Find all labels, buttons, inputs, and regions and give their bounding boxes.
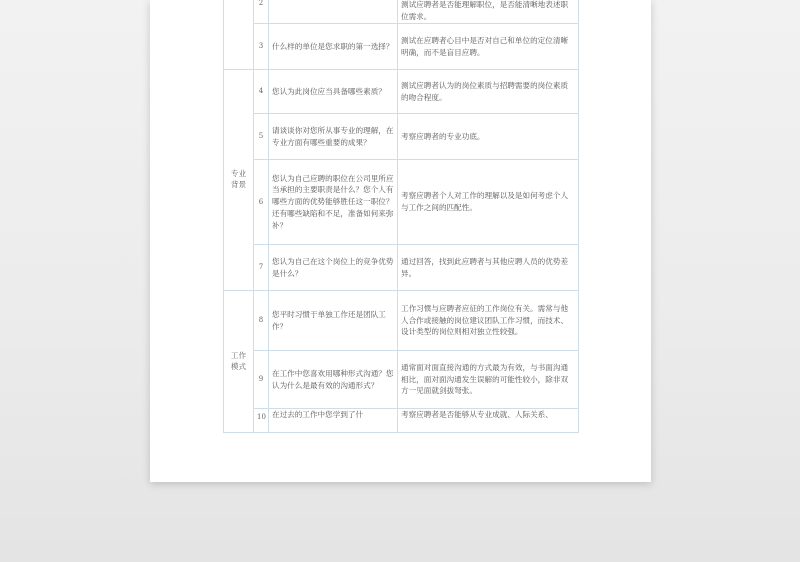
question-cell: 什么样的单位是您求职的第一选择？ — [269, 24, 398, 70]
row-number: 2 — [254, 0, 269, 24]
purpose-cell: 测试应聘者是否能理解职位，是否能清晰地表述职位需求。 — [398, 0, 579, 24]
table-row — [224, 70, 579, 114]
table-row — [224, 351, 579, 409]
row-number: 3 — [254, 24, 269, 70]
row-number: 10 — [254, 409, 269, 433]
table-row — [224, 24, 579, 70]
table-row — [224, 291, 579, 351]
table-row — [224, 160, 579, 245]
purpose-cell: 考察应聘者的专业功底。 — [398, 114, 579, 160]
table-row — [224, 114, 579, 160]
purpose-cell: 考察应聘者个人对工作的理解以及是如何考虑个人与工作之间的匹配性。 — [398, 160, 579, 245]
purpose-cell: 考察应聘者是否能够从专业成就、人际关系、 — [398, 409, 579, 433]
table-row — [224, 245, 579, 291]
question-cell: 您平时习惯于单独工作还是团队工作？ — [269, 291, 398, 351]
purpose-cell: 测试在应聘者心目中是否对自己和单位的定位清晰明确，而不是盲目应聘。 — [398, 24, 579, 70]
row-number: 6 — [254, 160, 269, 245]
row-number: 8 — [254, 291, 269, 351]
document-page — [150, 0, 651, 482]
purpose-cell: 通过回答，找到此应聘者与其他应聘人员的优势差异。 — [398, 245, 579, 291]
purpose-cell: 通常面对面直接沟通的方式最为有效，与书面沟通相比，面对面沟通发生误解的可能性较小，除非双方一见面就剑拔弩张。 — [398, 351, 579, 409]
category-cell: 工作 模式 — [224, 291, 254, 433]
row-number: 7 — [254, 245, 269, 291]
question-cell: 请谈谈你对您所从事专业的理解，在专业方面有哪些重要的成果？ — [269, 114, 398, 160]
question-cell: 在工作中您喜欢用哪种形式沟通？您认为什么是最有效的沟通形式？ — [269, 351, 398, 409]
question-cell: 您认为此岗位应当具备哪些素质？ — [269, 70, 398, 114]
question-cell: 您认为自己应聘的职位在公司里所应当承担的主要职责是什么？您个人有哪些方面的优势能够胜任这一职位？还有哪些缺陷和不足，准备如何来弥补？ — [269, 160, 398, 245]
interview-question-table — [223, 0, 579, 433]
question-cell: 您认为自己在这个岗位上的竞争优势是什么？ — [269, 245, 398, 291]
table-row — [224, 0, 579, 24]
category-cell — [224, 0, 254, 70]
table-row — [224, 409, 579, 433]
purpose-cell: 工作习惯与应聘者应征的工作岗位有关。需常与他人合作或接触的岗位建议团队工作习惯，而技术、设计类型的岗位则相对独立性较强。 — [398, 291, 579, 351]
row-number: 4 — [254, 70, 269, 114]
row-number: 9 — [254, 351, 269, 409]
purpose-cell: 测试应聘者认为的岗位素质与招聘需要的岗位素质的吻合程度。 — [398, 70, 579, 114]
question-cell — [269, 0, 398, 24]
category-cell: 专业 背景 — [224, 70, 254, 291]
row-number: 5 — [254, 114, 269, 160]
question-cell: 在过去的工作中您学到了什 — [269, 409, 398, 433]
